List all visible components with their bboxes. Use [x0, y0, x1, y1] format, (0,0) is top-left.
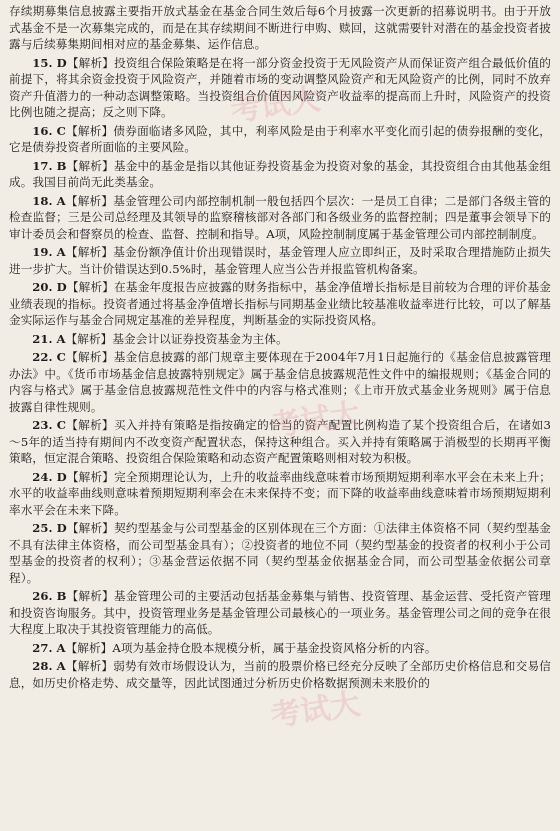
question-number: 22. — [32, 350, 53, 364]
question-number: 19. — [32, 245, 53, 259]
question-number: 17. — [32, 158, 53, 173]
answer-letter: C — [56, 418, 67, 432]
answer-item — [9, 520, 551, 586]
intro-paragraph: 存续期募集信息披露主要指开放式基金在基金合同生效后每6个月披露一次更新的招募说明书。由于开放式基金不是一次募集完成的，而是在其存续期间不断进行申购、赎回，这就需要针对潜在的基金投资者披露与后续募集期间相对应的基金募集、运作信息。 — [9, 4, 551, 51]
analysis-text: 基金中的基金是指以其他证券投资基金为投资对象的基金，其投资组合由其他基金组成。我国目前尚无此类基金。 — [9, 158, 552, 189]
question-number: 25. — [32, 521, 53, 535]
answer-item — [9, 55, 551, 121]
question-number: 18. — [32, 193, 53, 208]
answer-letter: D — [56, 55, 67, 70]
analysis-text: 基金信息披露的部门规章主要体现在于2004年7月1日起施行的《基金信息披露管理办法》中。《货币市场基金信息披露特别规定》属于基金信息披露规范性文件中的编报规则；《基金合同的内容与格式》属于基金信息披露规范性文件中的内容与格式准则；《上市开放式基金业务规则》属于信息披露自律性规则。 — [9, 350, 551, 414]
question-number: 21. — [32, 331, 53, 346]
answer-letter: D — [56, 521, 67, 535]
answer-item — [9, 123, 551, 156]
analysis-text: 完全预期理论认为，上升的收益率曲线意味着市场预期短期利率水平会在未来上升；水平的收益率曲线则意味着预期短期利率会在未来保持不变；而下降的收益率曲线意味着市场预期短期利率水平会在未来下降。 — [9, 469, 551, 517]
analysis-tag: 【解析】 — [66, 521, 115, 535]
question-number: 20. — [32, 280, 53, 294]
answer-letter: C — [56, 350, 66, 364]
analysis-tag: 【解析】 — [65, 640, 113, 655]
answer-letter: A — [56, 245, 66, 259]
analysis-tag: 【解析】 — [66, 469, 115, 484]
analysis-text: A项为基金持仓股本规模分析，属于基金投资风格分析的内容。 — [112, 640, 437, 655]
analysis-tag: 【解析】 — [65, 245, 114, 259]
watermark-logo: 考试大 — [228, 81, 323, 130]
answer-item — [9, 469, 551, 519]
analysis-tag: 【解析】 — [65, 659, 114, 673]
answer-item — [9, 331, 551, 348]
answer-letter: B — [56, 589, 67, 603]
answer-letter: C — [56, 123, 66, 138]
question-number: 27. — [32, 640, 53, 655]
watermark-logo: 考试大 — [268, 396, 363, 445]
analysis-text: 投资组合保险策略是在将一部分资金投资于无风险资产从而保证资产组合最低价值的前提下，将其余资金投资于风险资产，并随着市场的变动调整风险资产和无风险资产的比例，同时不放弃资产升值潜力的一种动态调整策略。当投资组合价值因风险资产收益率的提高而上升时，风险资产的投资比例也随之提高；反之则下降。 — [9, 55, 551, 119]
answer-letter: A — [56, 659, 66, 673]
analysis-text: 基金份额净值计价出现错误时，基金管理人应立即纠正，及时采取合理措施防止损失进一步扩大。当计价错误达到0.5%时，基金管理人应当公告并报监管机构备案。 — [9, 245, 552, 276]
analysis-tag: 【解析】 — [65, 331, 113, 346]
answer-item — [9, 349, 551, 415]
answer-item — [9, 640, 551, 657]
analysis-tag: 【解析】 — [65, 193, 114, 208]
analysis-text: 基金会计以证券投资基金为主体。 — [112, 331, 288, 346]
analysis-text: 弱势有效市场假设认为，当前的股票价格已经充分反映了全部历史价格信息和交易信息，如历史价格走势、成交量等，因此试图通过分析历史价格数据预测未来股价的 — [9, 659, 552, 690]
analysis-tag: 【解析】 — [66, 55, 115, 70]
answer-item — [9, 588, 551, 638]
question-number: 26. — [32, 589, 53, 603]
answer-letter: D — [56, 469, 67, 484]
answer-letter: A — [56, 193, 66, 208]
question-number: 24. — [32, 469, 53, 484]
analysis-tag: 【解析】 — [66, 158, 114, 173]
analysis-tag: 【解析】 — [65, 123, 114, 138]
question-number: 15. — [32, 55, 53, 70]
question-number: 28. — [32, 659, 53, 673]
answer-letter: B — [56, 158, 67, 173]
analysis-text: 买入并持有策略是指按确定的恰当的资产配置比例构造了某个投资组合后，在诸如3～5年的适当持有期间内不改变资产配置状态，保持这种组合。买入并持有策略属于消极型的长期再平衡策略，恒定混合策略、投资组合保险策略和动态资产配置策略则相对较为积极。 — [9, 418, 551, 465]
analysis-text: 契约型基金与公司型基金的区别体现在三个方面：①法律主体资格不同（契约型基金不具有法律主体资格，而公司型基金具有）；②投资者的地位不同（契约型基金的投资者的权利小于公司型基金的投资者的权利）；③基金营运依据不同（契约型基金依据基金合同，而公司型基金依据公司章程）。 — [9, 521, 551, 585]
answer-item — [9, 658, 551, 691]
watermark-logo: 考试大 — [268, 686, 363, 735]
answer-letter: A — [56, 331, 66, 346]
analysis-text: 在基金年度报告应披露的财务指标中，基金净值增长指标是目前较为合理的评价基金业绩表现的指标。投资者通过将基金净值增长指标与同期基金业绩比较基准收益率进行比较，可以了解基金实际运作与基金合同规定基准的差异程度，判断基金的实际投资风格。 — [9, 280, 551, 327]
analysis-tag: 【解析】 — [66, 418, 114, 432]
answer-list — [9, 55, 551, 692]
analysis-text: 债券面临诸多风险，其中，利率风险是由于利率水平变化而引起的债券报酬的变化，它是债券投资者所面临的主要风险。 — [9, 123, 552, 154]
analysis-text: 基金管理公司内部控制机制一般包括四个层次：一是员工自律；二是部门各级主管的检查监督；三是公司总经理及其领导的监察稽核部对各部门和各级业务的监督控制；四是董事会领导下的审计委员会和督察员的检查、监督、控制和指导。A项，风险控制制度属于基金管理公司内部控制制度。 — [9, 193, 552, 241]
answer-item — [9, 158, 551, 191]
analysis-tag: 【解析】 — [66, 280, 115, 294]
question-number: 16. — [32, 123, 53, 138]
question-number: 23. — [32, 418, 53, 432]
analysis-text: 基金管理公司的主要活动包括基金募集与销售、投资管理、基金运营、受托资产管理和投资咨询服务。其中，投资管理业务是基金管理公司最核心的一项业务。基金管理公司之间的竞争在很大程度上取决于其投资管理能力的高低。 — [9, 589, 552, 636]
answer-letter: A — [56, 640, 66, 655]
answer-item — [9, 417, 551, 467]
answer-item — [9, 193, 551, 243]
analysis-tag: 【解析】 — [66, 589, 114, 603]
answer-item — [9, 244, 551, 277]
answer-letter: D — [56, 280, 67, 294]
analysis-tag: 【解析】 — [65, 350, 114, 364]
answer-item — [9, 279, 551, 329]
